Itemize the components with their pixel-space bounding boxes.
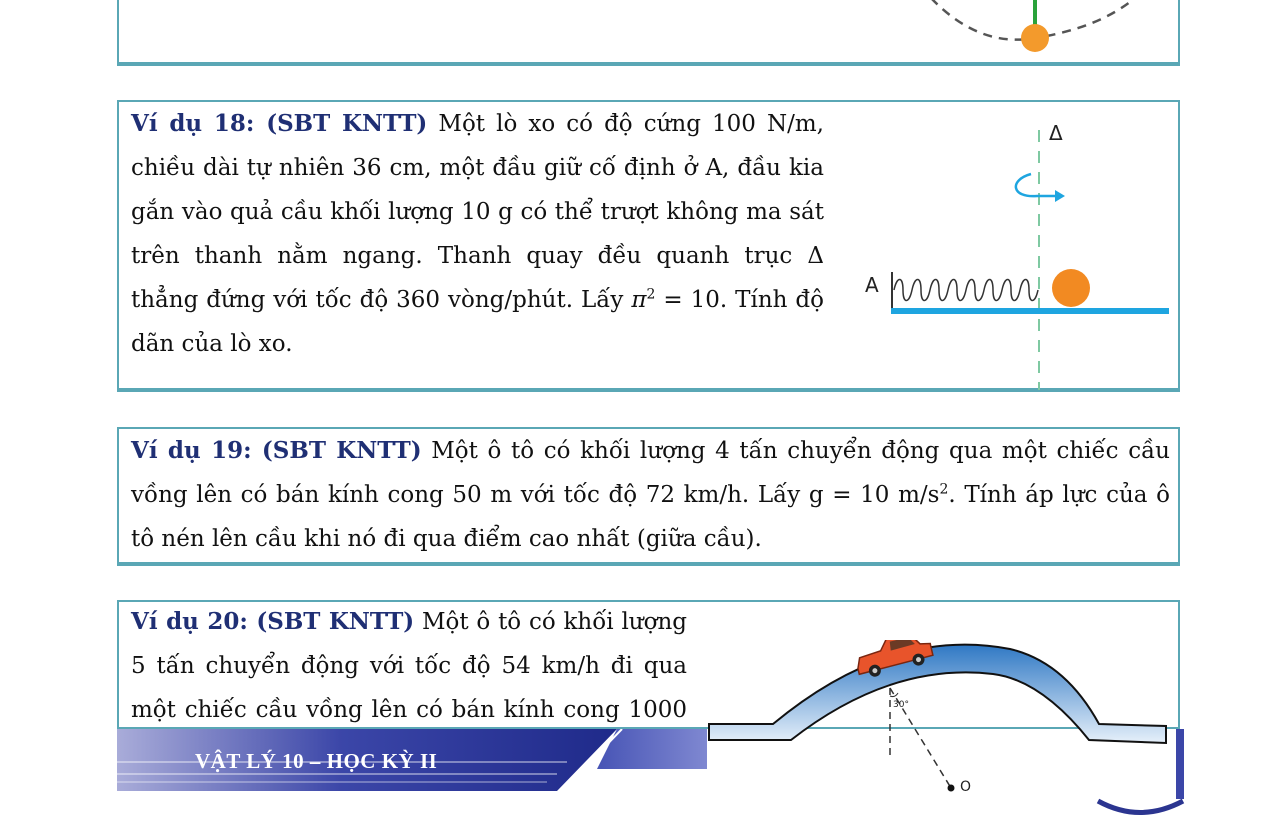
rotation-arrow-icon <box>1016 174 1055 196</box>
example-19-body: Một ô tô có khối lượng 4 tấn chuyển động qua một chiếc cầu vồng lên có bán kính cong 50 m với tốc độ 72 km/h. Lấy g = 10 m/s <box>131 438 1170 508</box>
example-18-tail: = 10. Tính độ dãn của lò xo. <box>131 287 824 357</box>
example-18-text <box>131 102 824 366</box>
rotating-spring-figure <box>859 110 1174 390</box>
example-20-heading: Ví dụ 20: (SBT KNTT) <box>131 608 415 635</box>
center-point <box>948 785 955 792</box>
center-o-label: O <box>960 779 972 795</box>
exponent: 2 <box>939 481 949 498</box>
example-18-heading: Ví dụ 18: (SBT KNTT) <box>131 110 428 137</box>
bridge-figure <box>705 640 1175 810</box>
example-18-body: Một lò xo có độ cứng 100 N/m, chiều dài tự nhiên 36 cm, một đầu giữ cố định ở A, đầu kia gắn vào quả cầu khối lượng 10 g có thể trượt không ma sát trên thanh nằm ngang. Thanh quay đều quanh trục Δ thẳng đứng với tốc độ 360 vòng/phút. Lấy <box>131 111 824 313</box>
example-19-heading: Ví dụ 19: (SBT KNTT) <box>131 437 422 464</box>
bridge-deck <box>709 645 1166 743</box>
example-18-box <box>117 100 1180 392</box>
circular-motion-figure <box>919 0 1159 62</box>
example-19-text <box>131 429 1170 561</box>
footer-title: VẬT LÝ 10 – HỌC KỲ II <box>195 749 438 773</box>
pi-symbol: π <box>631 287 647 313</box>
example-19-box <box>117 427 1180 566</box>
axis-label: Δ <box>1049 121 1063 145</box>
example-17-box-continued <box>117 0 1180 66</box>
example-20-body: Một ô tô có khối lượng 5 tấn chuyển động với tốc độ 54 km/h đi qua một chiếc cầu vồng lên có bán kính cong 1000 <box>131 609 687 723</box>
spring <box>894 280 1038 301</box>
ball <box>1021 24 1049 52</box>
example-19-tail: . Tính áp lực của ô tô nén lên cầu khi nó đi qua điểm cao nhất (giữa cầu). <box>131 482 1170 552</box>
angle-label: 30° <box>893 700 909 710</box>
ball <box>1052 269 1090 307</box>
point-a-label: A <box>865 273 879 297</box>
exponent: 2 <box>646 286 656 303</box>
footer-banner <box>117 729 707 791</box>
